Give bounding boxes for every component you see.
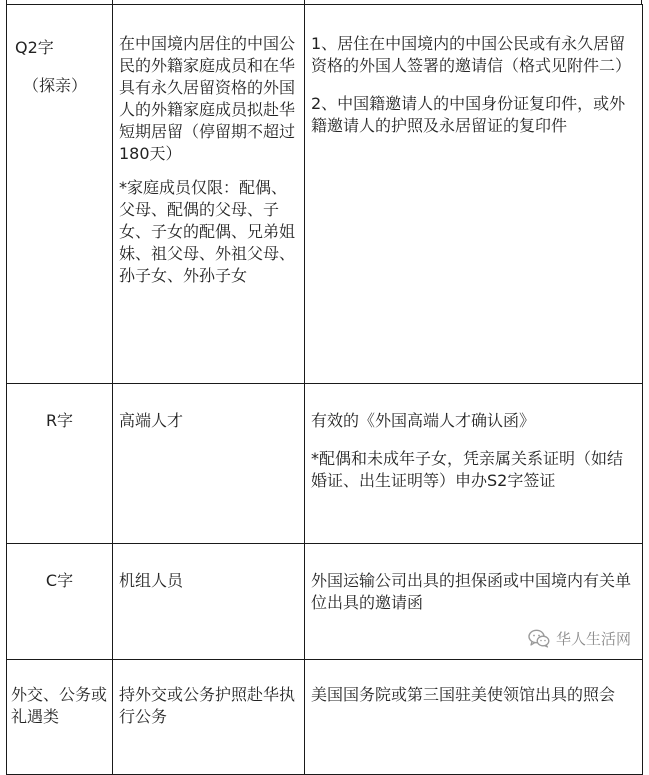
visa-type-label: R字 (45, 411, 74, 430)
visa-type-cell (7, 544, 113, 660)
document-note: *配偶和未成年子女，凭亲属关系证明（如结婚证、出生证明等）申办S2字签证 (311, 449, 624, 490)
applicant-cell (113, 384, 305, 544)
table-row (7, 5, 643, 384)
visa-type-cell (7, 660, 113, 775)
documents-cell (305, 384, 643, 544)
document-item: 有效的《外国高端人才确认函》 (311, 411, 536, 430)
applicant-cell (113, 660, 305, 775)
visa-type-label: C字 (45, 571, 74, 590)
applicant-note: *家庭成员仅限：配偶、父母、配偶的父母、子女、子女的配偶、兄弟姐妹、祖父母、外祖父母、孙子女、外孙子女 (119, 178, 296, 285)
wechat-icon (528, 629, 550, 648)
watermark (528, 627, 631, 649)
table-row (7, 660, 643, 775)
document-item: 1、居住在中国境内的中国公民或有永久居留资格的外国人签署的邀请信（格式见附件二） (311, 34, 632, 75)
applicant-description: 持外交或公务护照赴华执行公务 (119, 685, 296, 726)
visa-type-label: 外交、公务或礼遇类 (11, 685, 108, 726)
applicant-cell (113, 5, 305, 384)
applicant-description: 在中国境内居住的中国公民的外籍家庭成员和在华具有永久居留资格的外国人的外籍家庭成员拟赴华短期居留（停留期不超过180天） (119, 34, 296, 163)
applicant-cell (113, 544, 305, 660)
applicant-description: 机组人员 (119, 571, 184, 590)
visa-type-cell (7, 384, 113, 544)
documents-cell (305, 5, 643, 384)
visa-requirements-table (6, 4, 643, 775)
document-item: 2、中国籍邀请人的中国身份证复印件，或外籍邀请人的护照及永居留证的复印件 (311, 94, 626, 135)
visa-type-label: Q2字 (15, 38, 54, 57)
visa-type-cell (7, 5, 113, 384)
visa-type-subtitle: （探亲） (23, 76, 88, 95)
document-item: 外国运输公司出具的担保函或中国境内有关单位出具的邀请函 (311, 571, 632, 612)
watermark-text: 华人生活网 (555, 629, 631, 648)
applicant-description: 高端人才 (119, 411, 184, 430)
documents-cell (305, 660, 643, 775)
table-row (7, 384, 643, 544)
document-item: 美国国务院或第三国驻美使领馆出具的照会 (311, 685, 616, 704)
